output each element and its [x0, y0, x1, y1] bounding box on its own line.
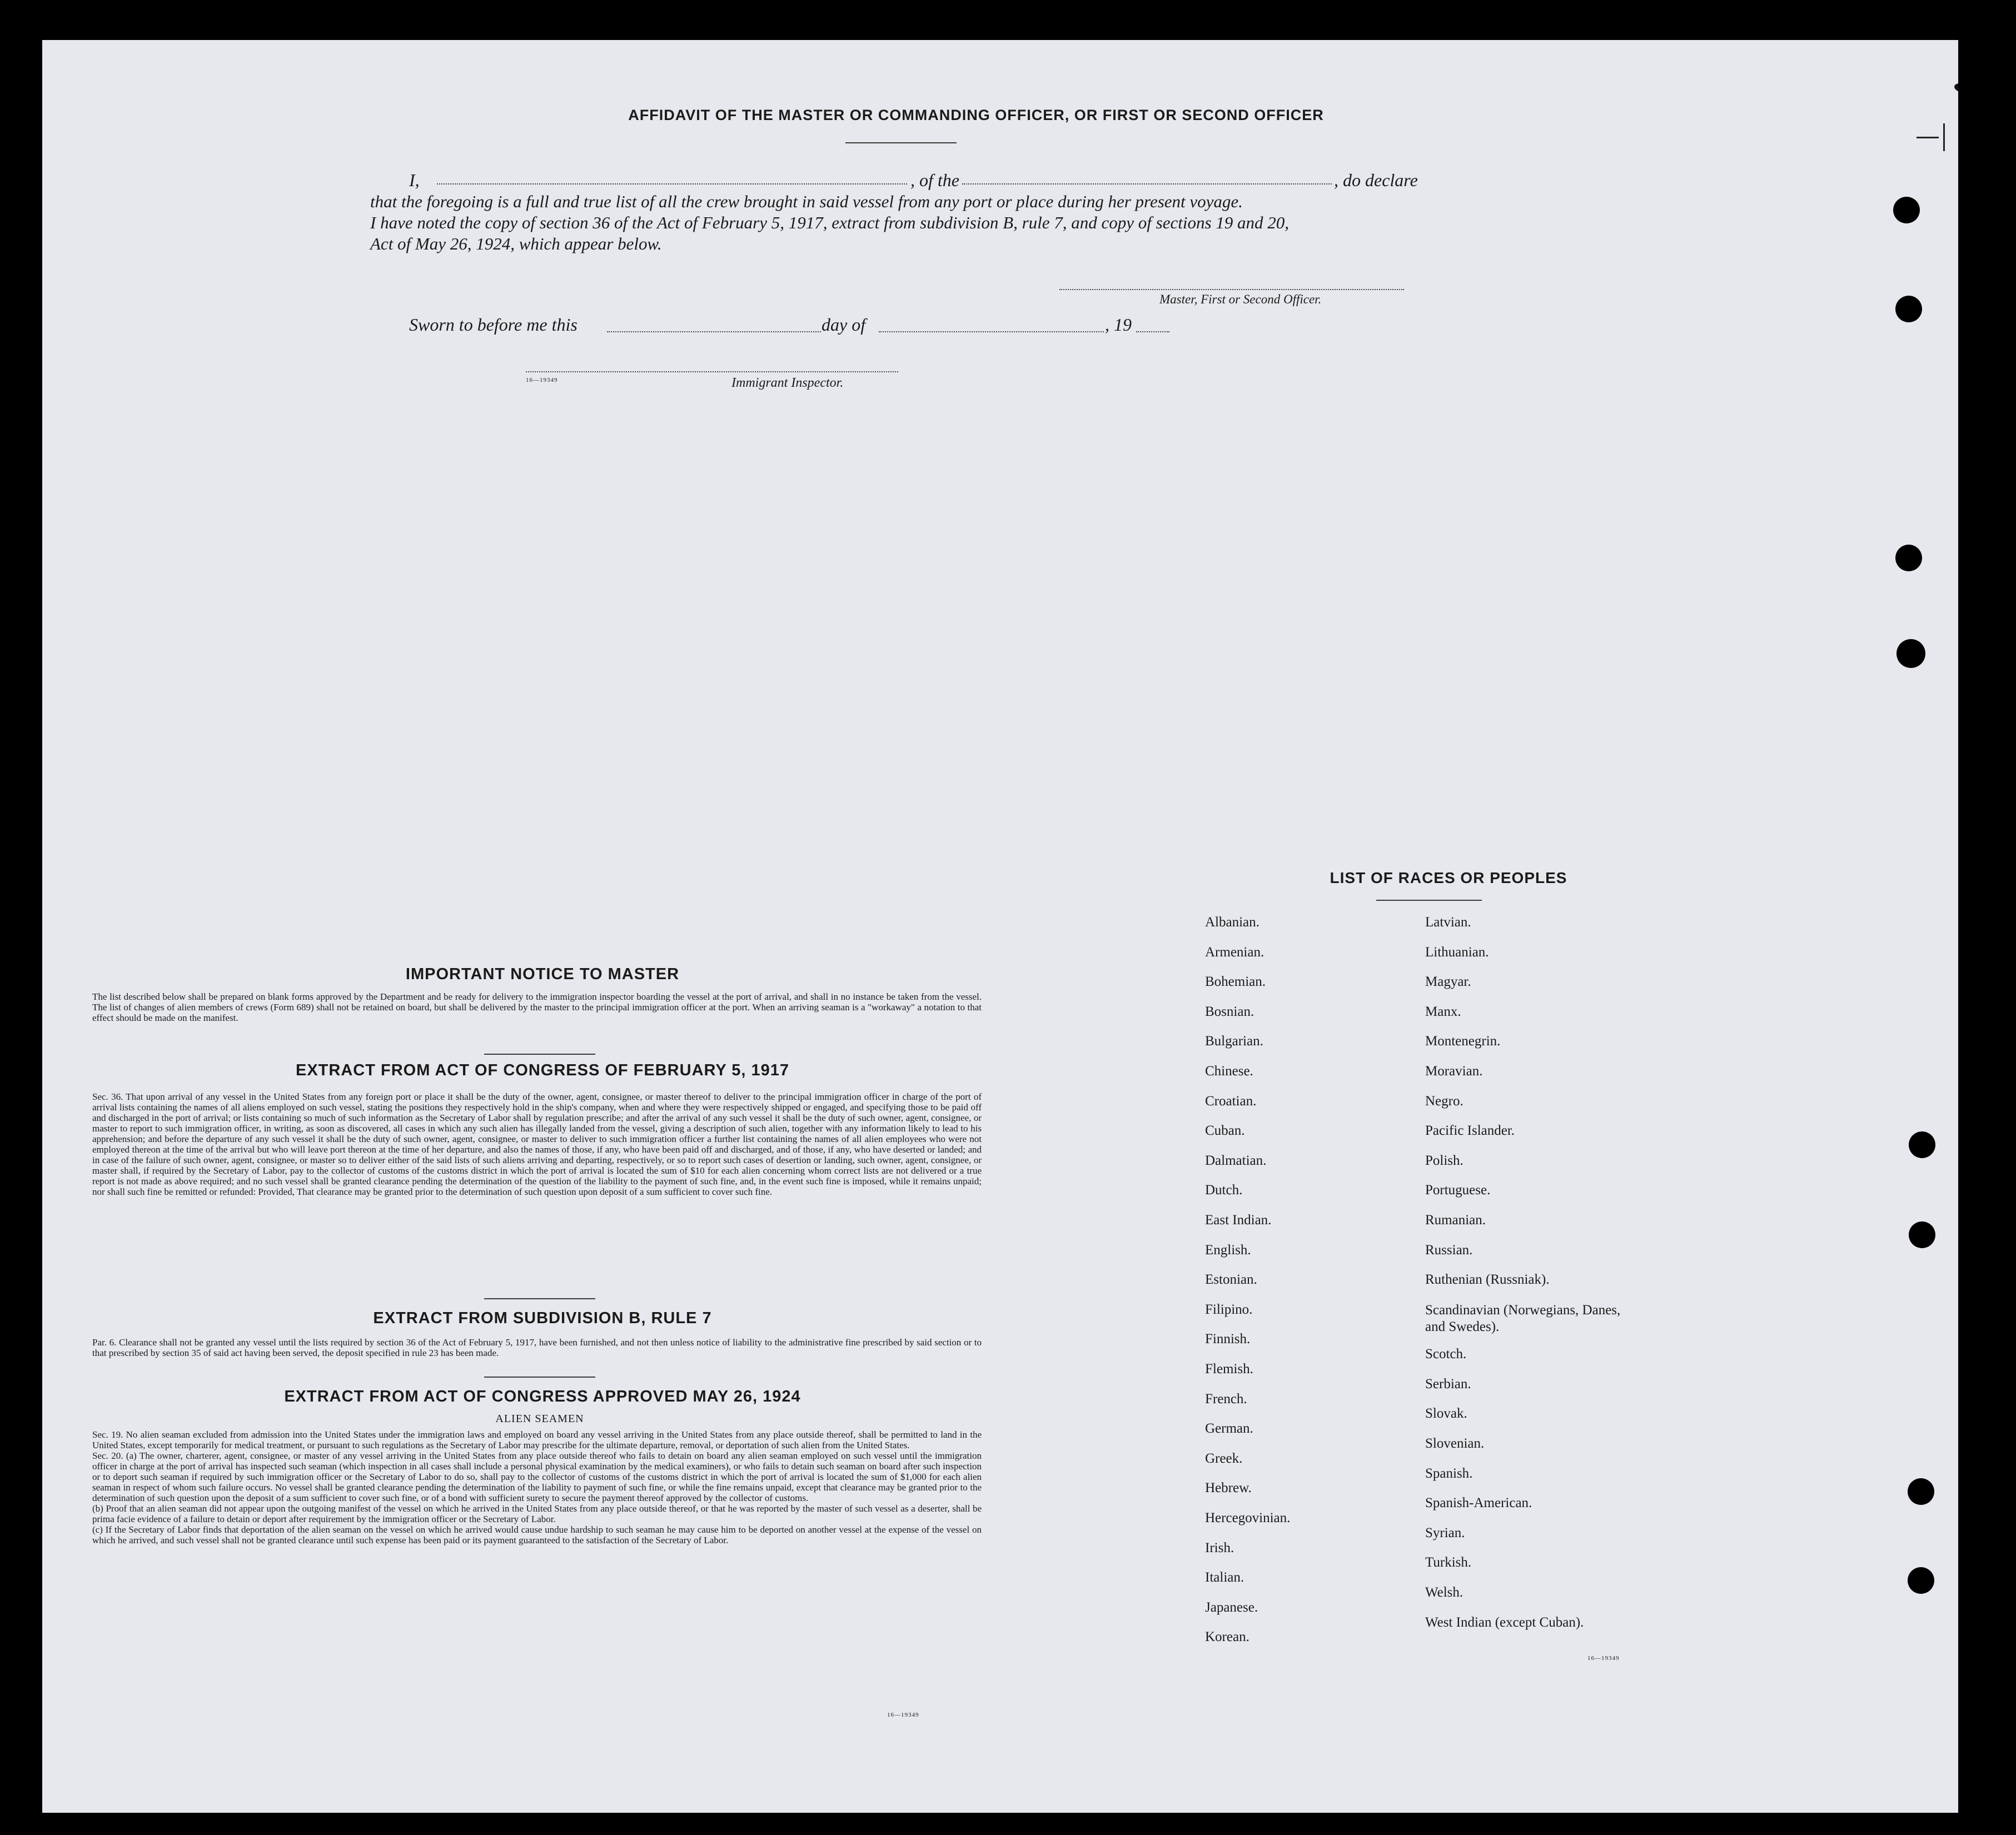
binder-hole — [1895, 545, 1922, 571]
edge-blot — [1954, 83, 1958, 92]
edge-mark — [1943, 123, 1945, 151]
form-number-top: 16—19349 — [526, 377, 558, 383]
statement-line-2: I have noted the copy of section 36 of the Act of February 5, 1917, extract from subdivision B, rule 7, and copy of sections 19 and 20, — [370, 213, 1290, 232]
race-item: Manx. — [1425, 1004, 1461, 1019]
edge-mark — [1917, 137, 1939, 138]
race-item: Rumanian. — [1425, 1213, 1486, 1228]
inspector-signature-field[interactable] — [526, 371, 898, 372]
race-item: Latvian. — [1425, 915, 1471, 930]
rule7-title: EXTRACT FROM SUBDIVISION B, RULE 7 — [373, 1309, 712, 1327]
rule7-text: Par. 6. Clearance shall not be granted any vessel until the lists required by section 36 of the Act of February 5, 1917, have been furnished, and not then unless notice of liability to the administrative fine prescribed by said section or to that prescribed by section 35 of said act having been served, the deposit specified in rule 23 has been made. — [92, 1337, 982, 1358]
form-number-bottom-left: 16—19349 — [887, 1712, 919, 1718]
binder-hole — [1909, 1131, 1935, 1158]
race-item: Lithuanian. — [1425, 944, 1489, 960]
form-page — [42, 40, 1958, 1813]
binder-hole — [1909, 1221, 1935, 1248]
race-item: Slovak. — [1425, 1406, 1467, 1422]
rule7-divider — [484, 1377, 595, 1378]
extract-1917-text: Sec. 36. That upon arrival of any vessel in the United States from any foreign port or place it shall be the duty of the owner, agent, consignee, or master thereof to deliver to the principal immigration officer in charge of the port of arrival lists containing the names of all aliens employed on such vessel, stating the positions they respectively hold in the ship's company, when and where they were respectively shipped or engaged, and specifying those to be paid off and discharged in the port of arrival; or lists containing so much of such information as the Secretary of Labor shall by regulation prescribe; and after the arrival of any such vessel it shall be the duty of such owner, agent, consignee, or master to report to such immigration officer, in writing, as soon as discovered, all cases in which any such alien has illegally landed from the vessel, giving a description of such alien, together with any information likely to lead to his apprehension; and before the departure of any such vessel it shall be the duty of such owner, agent, consignee, or master to deliver to such immigration officer a further list containing the names of all alien employees who were not employed thereon at the time of the arrival but who will leave port thereon at the time of her departure, and also the names of those, if any, who have been paid off and discharged, and of those, if any, who have deserted or landed; and in case of the failure of such owner, agent, consignee, or master so to deliver either of the said lists of such aliens arriving and departing, respectively, or so to report such cases of desertion or landing, such owner, agent, consignee, or master shall, if required by the Secretary of Labor, pay to the collector of customs of the customs district in which the port of arrival is located the sum of $10 for each alien concerning whom correct lists are not delivered or a true report is not made as above required; and no such vessel shall be granted clearance pending the determination of the question of the liability to the payment of such fine, and, in the event such fine is imposed, while it remains unpaid; nor shall such fine be remitted or refunded: Provided, That clearance may be granted prior to the determination of such question upon deposit of a sum sufficient to cover such fine. — [92, 1091, 982, 1197]
binder-hole — [1895, 296, 1922, 322]
of-the-label: , of the — [908, 170, 962, 191]
extract-1924-title: EXTRACT FROM ACT OF CONGRESS APPROVED MAY 26, 1924 — [284, 1388, 801, 1405]
race-item: French. — [1205, 1391, 1247, 1407]
statement-line-3: Act of May 26, 1924, which appear below. — [370, 234, 662, 253]
race-item: Dalmatian. — [1205, 1153, 1267, 1168]
race-item: Finnish. — [1205, 1332, 1251, 1347]
race-item: Estonian. — [1205, 1272, 1257, 1288]
binder-hole — [1896, 639, 1925, 668]
race-item: Welsh. — [1425, 1585, 1464, 1600]
race-item: Montenegrin. — [1425, 1034, 1501, 1049]
race-item: Hebrew. — [1205, 1480, 1252, 1496]
race-item: Korean. — [1205, 1629, 1250, 1645]
notice-title: IMPORTANT NOTICE TO MASTER — [405, 965, 680, 983]
race-item: English. — [1205, 1242, 1251, 1258]
race-item: Turkish. — [1425, 1555, 1472, 1570]
officer-signature-field[interactable] — [1059, 289, 1404, 290]
race-item: Irish. — [1205, 1540, 1235, 1555]
binder-hole — [1893, 197, 1920, 223]
extract-1924-text — [92, 1429, 982, 1545]
race-item: Moravian. — [1425, 1064, 1483, 1079]
race-item: Croatian. — [1205, 1093, 1257, 1109]
sworn-year-field[interactable] — [1136, 331, 1169, 332]
inspector-label: Immigrant Inspector. — [731, 376, 844, 390]
race-item: Cuban. — [1205, 1123, 1245, 1139]
race-item: Dutch. — [1205, 1183, 1243, 1198]
race-item: Ruthenian (Russniak). — [1425, 1272, 1550, 1288]
race-item: Syrian. — [1425, 1525, 1465, 1540]
race-item: Portuguese. — [1425, 1183, 1491, 1198]
race-item: Greek. — [1205, 1450, 1243, 1466]
sworn-month-field[interactable] — [879, 331, 1104, 332]
race-item: Bulgarian. — [1205, 1034, 1263, 1049]
year-prefix: , 19 — [1105, 315, 1132, 335]
race-item: Bohemian. — [1205, 974, 1266, 990]
race-item: Pacific Islander. — [1425, 1123, 1515, 1139]
vessel-field[interactable] — [962, 183, 1332, 185]
race-item: East Indian. — [1205, 1213, 1272, 1228]
notice-divider — [484, 1054, 595, 1055]
race-item: Spanish-American. — [1425, 1495, 1532, 1511]
races-divider — [1376, 900, 1482, 901]
race-item: Polish. — [1425, 1153, 1464, 1168]
sworn-day-field[interactable] — [607, 331, 821, 332]
declare-label: , do declare — [1332, 170, 1420, 191]
name-field[interactable] — [437, 183, 936, 185]
day-of-label: day of — [822, 315, 866, 335]
notice-text: The list described below shall be prepared on blank forms approved by the Department and be ready for delivery to the immigration inspector boarding the vessel at the port of arrival, and shall in no instance be taken from the vessel. The list of changes of alien members of crews (Form 689) shall not be retained on board, but shall be delivered by the master to the principal immigration officer at the port. When an arriving seaman is a "workaway" a notation to that effect should be made on the manifest. — [92, 991, 982, 1023]
form-number-races: 16—19349 — [1587, 1655, 1620, 1662]
officer-signature-label: Master, First or Second Officer. — [1159, 292, 1322, 306]
binder-hole — [1908, 1567, 1934, 1594]
race-item: Japanese. — [1205, 1599, 1258, 1615]
affidavit-pronoun: I, — [409, 170, 420, 190]
statement-line-1: that the foregoing is a full and true list of all the crew brought in said vessel from any port or place during her present voyage. — [370, 192, 1243, 211]
race-item: Russian. — [1425, 1242, 1473, 1258]
sec20b-paragraph: (b) Proof that an alien seaman did not appear upon the outgoing manifest of the vessel on which he arrived in the United States from any place outside thereof, or that he was reported by the master of such vessel as a deserter, shall be prima facie evidence of a failure to detain or deport after requirement by the immigration officer or the Secretary of Labor. — [92, 1503, 982, 1524]
sec20c-paragraph: (c) If the Secretary of Labor finds that deportation of the alien seaman on the vessel on which he arrived would cause undue hardship to such seaman he may cause him to be deported on another vessel at the expense of the vessel on which he arrived, and such vessel shall not be granted clearance until such expense has been paid or its payment guaranteed to the satisfaction of the Secretary of Labor. — [92, 1524, 982, 1545]
race-item: Magyar. — [1425, 974, 1471, 990]
race-item: Armenian. — [1205, 944, 1265, 960]
sworn-label: Sworn to before me this — [409, 315, 578, 335]
race-item: Scandinavian (Norwegians, Danes, and Swedes). — [1425, 1302, 1621, 1334]
race-item: Flemish. — [1205, 1362, 1253, 1377]
race-item: Negro. — [1425, 1093, 1464, 1109]
race-item: West Indian (except Cuban). — [1425, 1614, 1584, 1630]
race-item: Hercegovinian. — [1205, 1510, 1291, 1525]
sec20a-paragraph: Sec. 20. (a) The owner, charterer, agent, consignee, or master of any vessel arriving in the United States from any place outside thereof who fails to detain on board any alien seaman employed on such vessel until the immigration officer in charge at the port of arrival has inspected such seaman (which inspection in all cases shall include a personal physical examination by the medical examiners), or who fails to detain such seaman on board after such inspection or to deport such seaman if required by such immigration officer or the Secretary of Labor to do so, shall pay to the collector of customs of the customs district in which the port of arrival is located the sum of $1,000 for each alien seaman in respect of whom such failure occurs. No vessel shall be granted clearance pending the determination of the liability to payment of such fine, or while the fine remains unpaid, except that clearance may be granted prior to the determination of such question upon the deposit of a sum sufficient to cover such fine, or of a bond with sufficient surety to secure the payment thereof approved by the collector of customs. — [92, 1450, 982, 1503]
race-item: Italian. — [1205, 1570, 1245, 1585]
sec19-paragraph: Sec. 19. No alien seaman excluded from admission into the United States under the immigration laws and employed on board any vessel arriving in the United States from any place outside thereof, shall be permitted to land in the United States, except temporarily for medical treatment, or pursuant to such regulations as the Secretary of Labor may prescribe for the ultimate departure, removal, or deportation of such alien from the United States. — [92, 1429, 982, 1450]
race-item: Albanian. — [1205, 915, 1260, 930]
extract-1917-divider — [484, 1298, 595, 1299]
binder-hole — [1908, 1478, 1934, 1505]
title-divider — [845, 142, 957, 143]
affidavit-title: AFFIDAVIT OF THE MASTER OR COMMANDING OFFICER, OR FIRST OR SECOND OFFICER — [628, 107, 1324, 123]
race-item: German. — [1205, 1421, 1253, 1437]
race-item: Serbian. — [1425, 1376, 1471, 1392]
races-title: LIST OF RACES OR PEOPLES — [1330, 869, 1567, 886]
race-item: Chinese. — [1205, 1064, 1253, 1079]
alien-seamen-subtitle: ALIEN SEAMEN — [495, 1413, 584, 1425]
extract-1917-title: EXTRACT FROM ACT OF CONGRESS OF FEBRUARY 5, 1917 — [295, 1061, 790, 1079]
race-item: Filipino. — [1205, 1302, 1253, 1317]
race-item: Spanish. — [1425, 1465, 1473, 1481]
affidavit-statement — [370, 191, 1454, 255]
race-item: Scotch. — [1425, 1347, 1467, 1362]
race-item: Slovenian. — [1425, 1436, 1485, 1451]
race-item: Bosnian. — [1205, 1004, 1255, 1019]
